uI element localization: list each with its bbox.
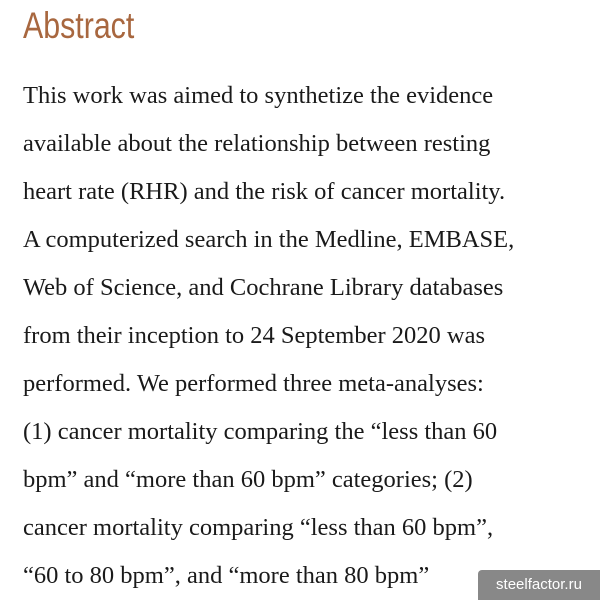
abstract-line: from their inception to 24 September 2020 was — [23, 322, 485, 349]
abstract-line: Web of Science, and Cochrane Library databases — [23, 274, 504, 301]
abstract-line: cancer mortality comparing “less than 60 bpm”, — [23, 514, 494, 541]
abstract-line: “60 to 80 bpm”, and “more than 80 bpm” — [23, 562, 430, 589]
abstract-body — [23, 72, 514, 600]
abstract-line: available about the relationship between resting — [23, 130, 491, 157]
abstract-line: (1) cancer mortality comparing the “less than 60 — [23, 418, 498, 445]
site-watermark: steelfactor.ru — [478, 570, 600, 600]
section-heading: Abstract — [23, 5, 135, 46]
abstract-line: This work was aimed to synthetize the evidence — [23, 82, 494, 109]
abstract-line: heart rate (RHR) and the risk of cancer mortality. — [23, 178, 506, 205]
abstract-line: bpm” and “more than 60 bpm” categories; (2) — [23, 466, 473, 493]
abstract-line: performed. We performed three meta-analyses: — [23, 370, 484, 397]
abstract-line: A computerized search in the Medline, EMBASE, — [23, 226, 515, 253]
